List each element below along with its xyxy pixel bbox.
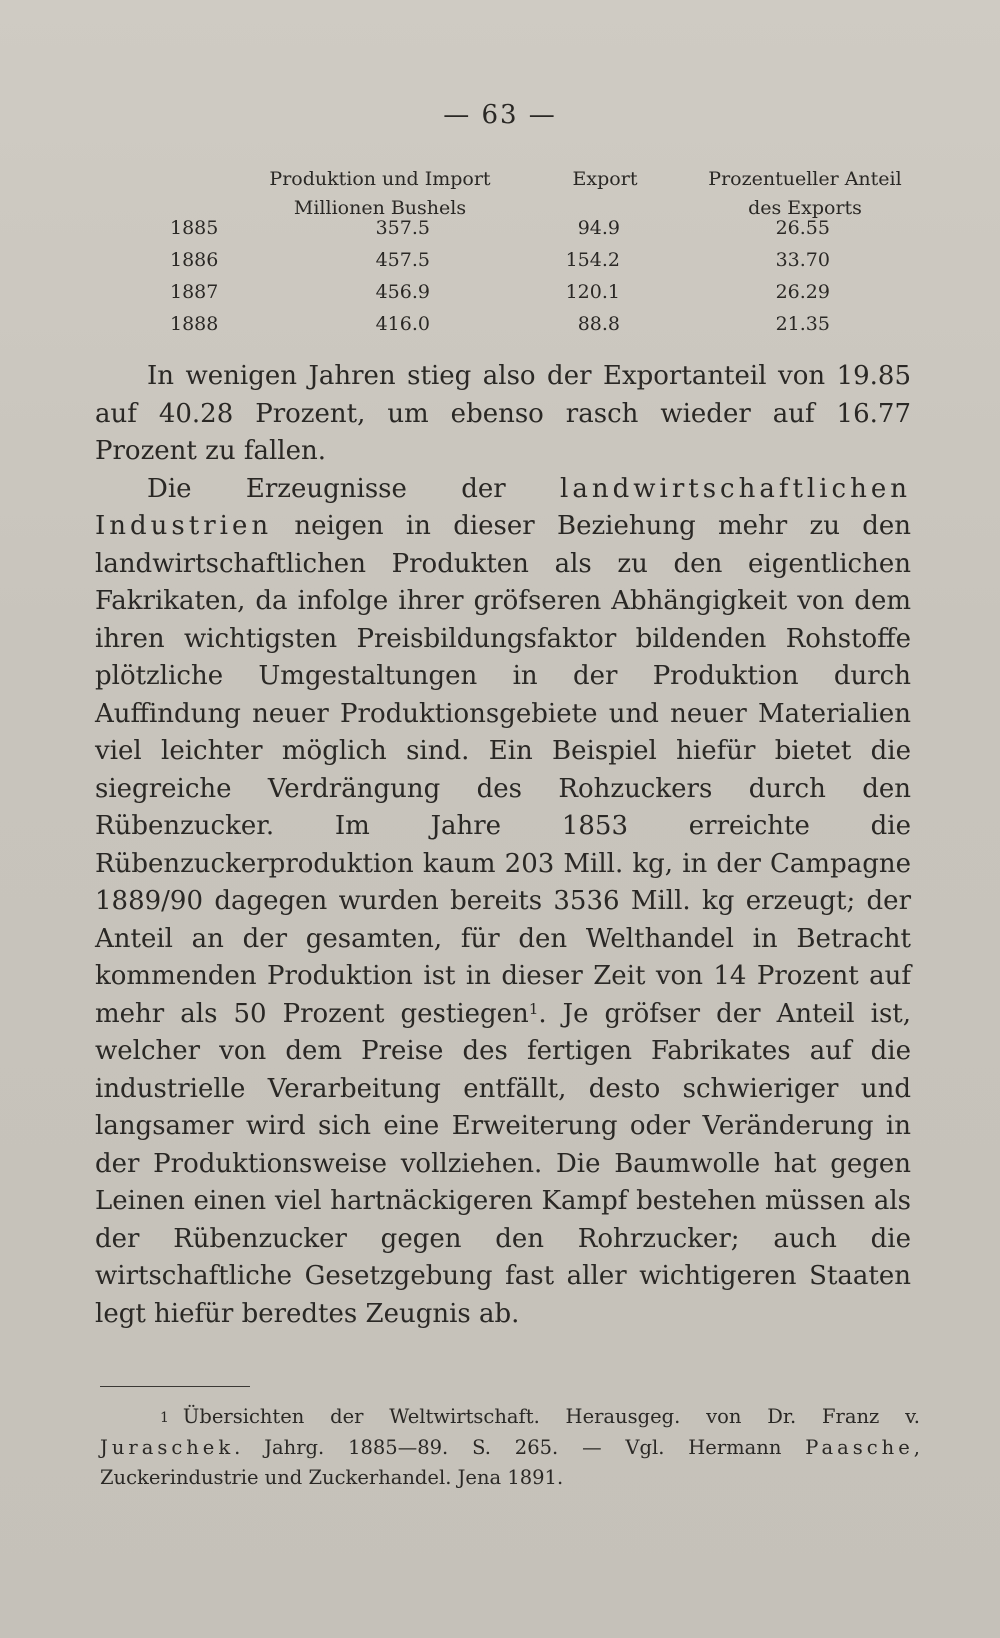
header-share-line1: Prozentueller Anteil — [708, 168, 902, 190]
header-share — [690, 165, 920, 223]
row-production: 357.5 — [375, 217, 430, 239]
body-text — [95, 358, 911, 1333]
header-export: Export — [572, 168, 638, 190]
row-export: 94.9 — [577, 217, 620, 239]
row-share: 33.70 — [775, 249, 830, 271]
row-export: 120.1 — [565, 281, 620, 303]
footnote-text-a: Übersichten der Weltwirtschaft. Herausgeg. von Dr. Franz v. — [182, 1405, 920, 1428]
footnote-author-paasche: Paasche — [805, 1436, 914, 1459]
footnote-divider — [100, 1386, 250, 1387]
table-row — [100, 313, 920, 343]
paragraph-2 — [95, 471, 911, 1334]
row-share: 26.29 — [775, 281, 830, 303]
row-production: 456.9 — [375, 281, 430, 303]
footnote-text-c: , Zuckerindustrie und Zuckerhandel. Jena 1891. — [100, 1436, 920, 1489]
paragraph-1: In wenigen Jahren stieg also der Exportanteil von 19.85 auf 40.28 Prozent, um ebenso rasch wieder auf 16.77 Prozent zu fallen. — [95, 361, 911, 466]
row-production: 457.5 — [375, 249, 430, 271]
row-year: 1887 — [170, 281, 219, 303]
footnote-mark: 1 — [160, 1410, 169, 1426]
header-production-line2: Millionen Bushels — [293, 197, 467, 219]
footnote-reference[interactable]: 1 — [528, 999, 539, 1018]
footnote-author-juraschek: Juraschek — [100, 1436, 235, 1459]
footnote — [100, 1402, 920, 1493]
table-row — [100, 281, 920, 311]
footnote-text-b: . Jahrg. 1885—89. S. 265. — Vgl. Hermann — [234, 1436, 782, 1459]
paragraph-2-text: neigen in dieser Beziehung mehr zu den landwirtschaftlichen Produkten als zu den eigentlichen Fakrikaten, da infolge ihrer gröfseren Abhängigkeit von dem ihren wichtigsten Preisbildungsfaktor bildenden Rohstoffe plötzliche Umgestaltungen in der Produktion durch Auffindung neuer Produktionsgebiete und neuer Materialien viel leichter möglich sind. Ein Beispiel hiefür bietet die siegreiche Verdrängung des Rohzuckers durch den Rübenzucker. Im Jahre 1853 erreichte die Rübenzuckerproduktion kaum 203 Mill. kg, in der Campagne 1889/90 dagegen wurden bereits 3536 Mill. kg erzeugt; der Anteil an der gesamten, für den Welthandel in Betracht kommenden Produktion ist in dieser Zeit von 14 Prozent auf mehr als 50 Prozent gestiegen — [95, 511, 911, 1029]
table-row — [100, 249, 920, 279]
header-production — [230, 165, 530, 223]
row-year: 1888 — [170, 313, 219, 335]
row-export: 88.8 — [577, 313, 620, 335]
row-share: 21.35 — [775, 313, 830, 335]
header-production-line1: Produktion und Import — [269, 168, 491, 190]
row-share: 26.55 — [775, 217, 830, 239]
emphasis-industries: landwirtschaftlichen Industrien — [95, 473, 911, 541]
paragraph-2-text-end: . Je gröfser der Anteil ist, welcher von dem Preise des fertigen Fabrikates auf die industrielle Verarbeitung entfällt, desto schwieriger und langsamer wird sich eine Erweiterung oder Veränderung in der Produktionsweise vollziehen. Die Baumwolle hat gegen Leinen einen viel hartnäckigeren Kampf bestehen müssen als der Rübenzucker gegen den Rohrzucker; auch die wirtschaftliche Gesetzgebung fast aller wichtigeren Staaten legt hiefür beredtes Zeugnis ab. — [95, 998, 911, 1329]
page-number: — 63 — — [443, 100, 557, 130]
row-production: 416.0 — [375, 313, 430, 335]
row-year: 1886 — [170, 249, 219, 271]
row-export: 154.2 — [565, 249, 620, 271]
table-row — [100, 217, 920, 247]
row-year: 1885 — [170, 217, 219, 239]
header-share-line2: des Exports — [748, 197, 862, 219]
paragraph-2-start: Die Erzeugnisse der — [147, 473, 506, 504]
